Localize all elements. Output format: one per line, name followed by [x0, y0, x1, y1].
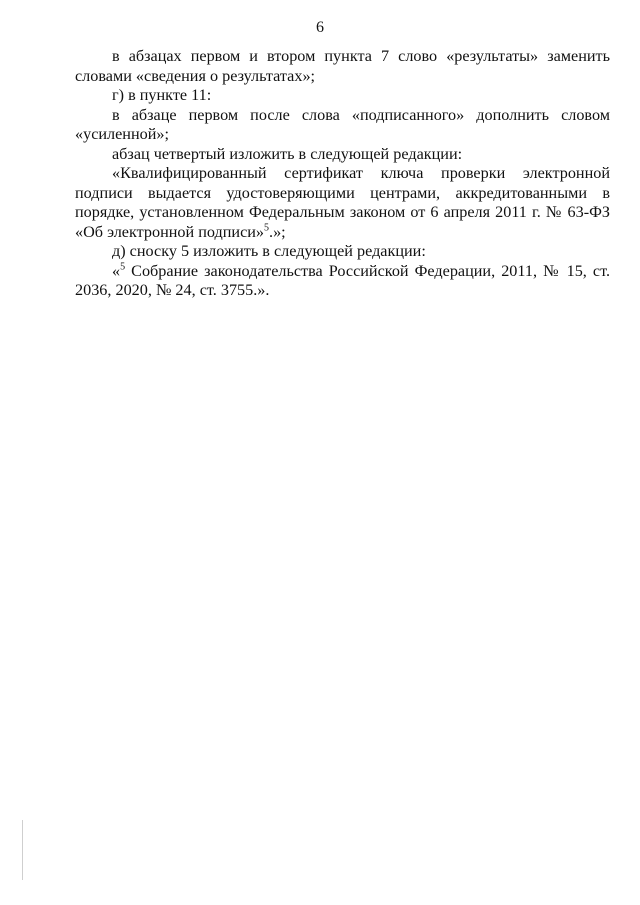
footnote-reference: 5: [264, 222, 270, 234]
paragraph-subpoint-d: д) сноску 5 изложить в следующей редакции:: [112, 242, 426, 260]
paragraph-first-abzac-point-11: в абзаце первом после слова «подписанного» дополнить словом «усиленной»;: [75, 105, 610, 143]
qualified-certificate-ending: .»;: [269, 222, 286, 241]
paragraph-qualified-certificate: [75, 164, 610, 242]
paragraph-amendment-point-7: в абзацах первом и втором пункта 7 слово «результаты» заменить словами «сведения о результатах»;: [75, 47, 610, 85]
paragraph-subpoint-g: г) в пункте 11:: [112, 86, 212, 104]
paragraph-footnote-5: [75, 262, 610, 301]
footnote-open-quote: «: [112, 261, 121, 280]
paragraph-fourth-abzac-intro: абзац четвертый изложить в следующей редакции:: [112, 144, 463, 163]
document-body: [75, 47, 610, 301]
scan-edge-mark: [22, 820, 23, 880]
page-number: 6: [316, 19, 324, 36]
qualified-certificate-text: «Квалифицированный сертификат ключа проверки электронной подписи выдается удостоверяющими центрами, аккредитованными в порядке, установленном Федеральным законом от 6 апреля 2011 г. № 63-ФЗ «Об электронной подписи»: [75, 164, 610, 241]
footnote-number: 5: [120, 261, 126, 273]
footnote-citation-text: Собрание законодательства Российской Федерации, 2011, № 15, ст. 2036, 2020, № 24, ст. 3755.».: [75, 261, 610, 299]
